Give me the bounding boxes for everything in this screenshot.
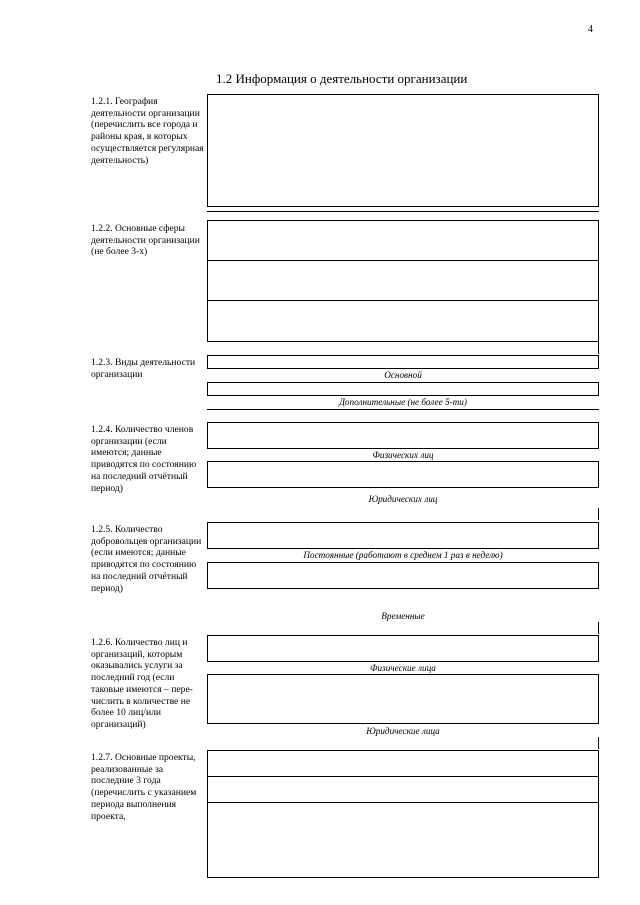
caption-individuals-plural: Физические лица — [370, 663, 436, 673]
caption-additional: Дополнительные (не более 5-ти) — [339, 397, 467, 407]
field-divider — [207, 776, 599, 777]
recipients-individuals-field[interactable] — [207, 635, 599, 662]
divider — [207, 211, 599, 212]
geography-field[interactable] — [207, 94, 599, 207]
label-main-spheres: 1.2.2. Основные сферы деятельности организации (не более 3-х) — [91, 223, 200, 258]
caption-legal-entities: Юридических лиц — [368, 494, 438, 504]
field-divider — [207, 802, 599, 803]
label-activity-types: 1.2.3. Виды деятельности организации — [91, 357, 196, 380]
caption-temporary: Временные — [381, 611, 425, 621]
field-divider — [207, 300, 599, 301]
recipients-legal-field[interactable] — [207, 674, 599, 724]
divider — [207, 409, 599, 410]
label-members-count: 1.2.4. Количество членов организации (если имеются; данные приводятся по состоянию на последний отчётный период) — [91, 424, 197, 494]
volunteers-permanent-field[interactable] — [207, 522, 599, 549]
label-volunteers-count: 1.2.5. Количество добровольцев организации (если имеются; данные приводятся по состоянию на последний отчётный период) — [91, 524, 202, 594]
field-divider — [207, 260, 599, 261]
divider — [598, 508, 599, 520]
projects-field[interactable] — [207, 750, 599, 878]
activity-main-field[interactable] — [207, 355, 599, 369]
label-geography: 1.2.1. География деятельности организации (перечислить все города и районы края, в которых осуществляется регулярная деятельность) — [91, 96, 204, 166]
divider — [598, 737, 599, 749]
divider — [598, 622, 599, 634]
main-spheres-field[interactable] — [207, 220, 599, 342]
label-main-projects: 1.2.7. Основные проекты, реализованные за последние 3 года (перечислить с указанием периода выполнения проекта, — [91, 752, 197, 822]
caption-permanent: Постоянные (работают в среднем 1 раз в неделю) — [303, 550, 503, 560]
page-number: 4 — [588, 24, 593, 35]
members-legal-field[interactable] — [207, 461, 599, 488]
section-title: 1.2 Информация о деятельности организации — [216, 71, 468, 86]
caption-individuals: Физических лиц — [372, 450, 434, 460]
volunteers-temporary-field[interactable] — [207, 562, 599, 589]
caption-main: Основной — [384, 370, 422, 380]
caption-legal-entities-plural: Юридические лица — [366, 726, 440, 736]
activity-additional-field[interactable] — [207, 382, 599, 396]
members-individuals-field[interactable] — [207, 422, 599, 449]
divider — [598, 342, 599, 354]
label-service-recipients: 1.2.6. Количество лиц и организаций, которым оказывались услуги за последний год (если таковые имеются – пере-числить в количестве не более 10 лиц/или организаций) — [91, 637, 193, 730]
